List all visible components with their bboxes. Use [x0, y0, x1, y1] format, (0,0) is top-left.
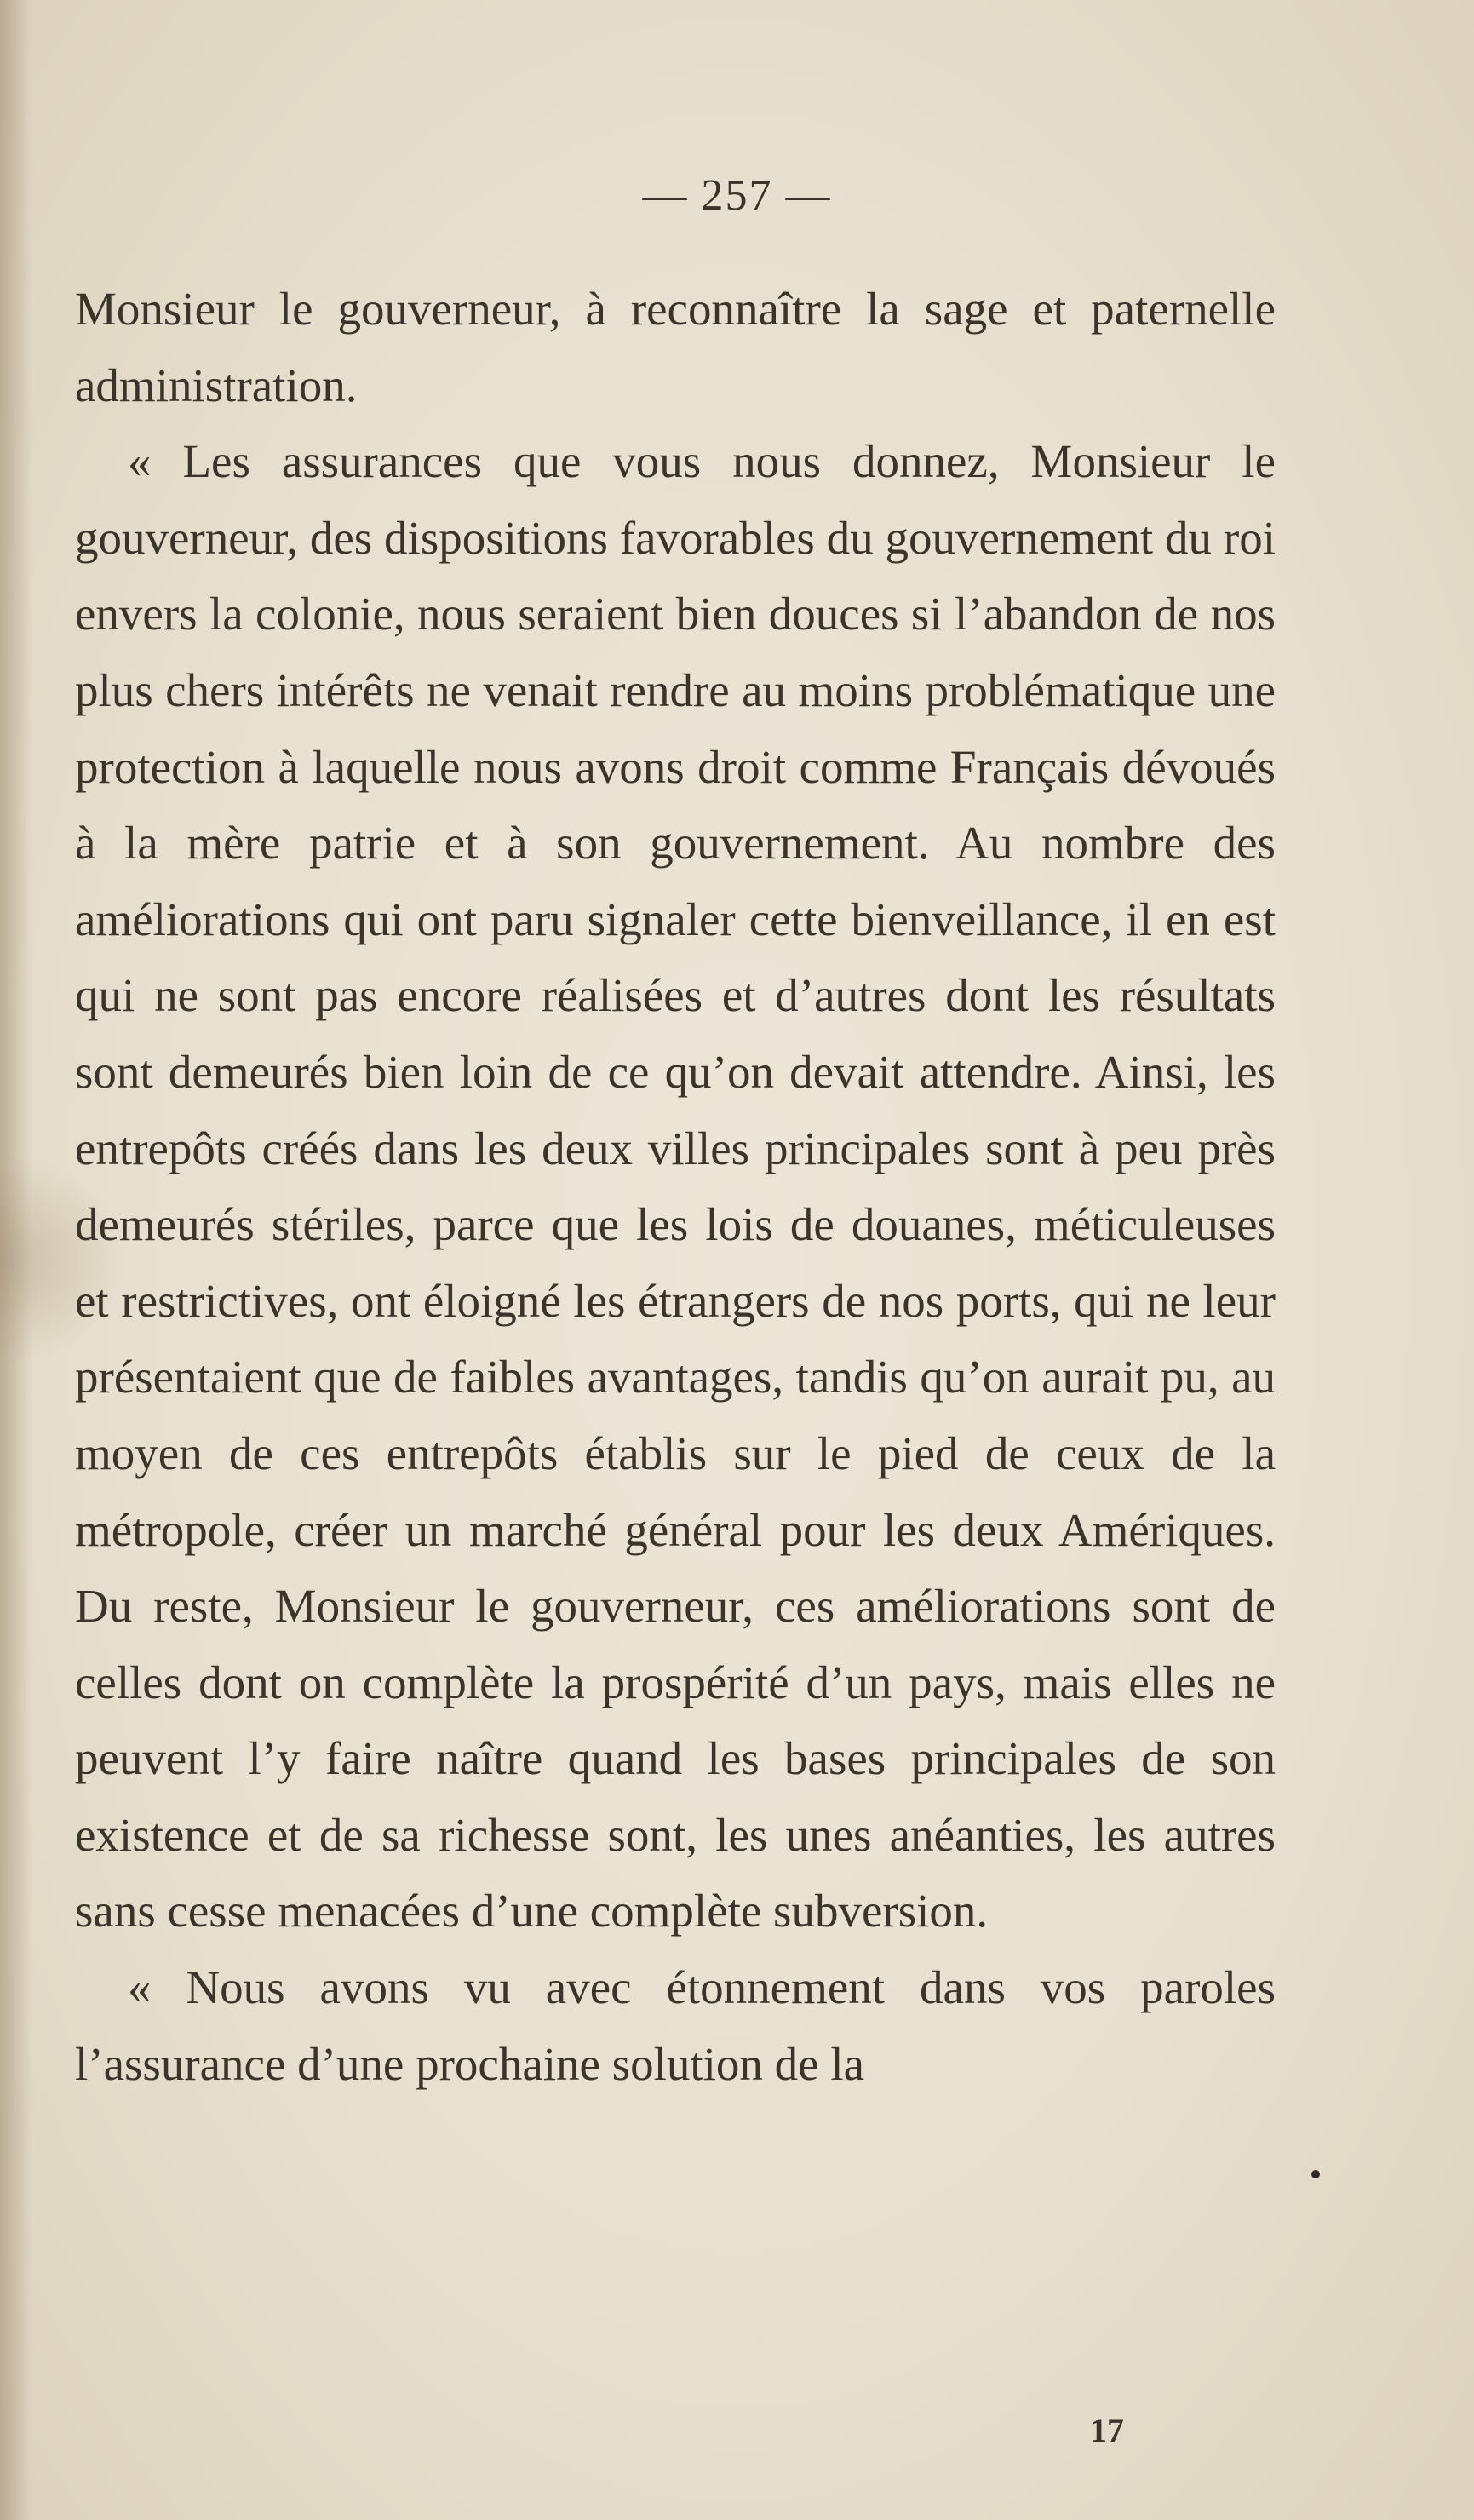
- body-text: [75, 271, 1276, 2102]
- page-gutter-shadow: [0, 0, 32, 2520]
- paragraph-etonnement: « Nous avons vu avec étonnement dans vos paroles l’assurance d’une prochaine solution de la: [75, 1961, 1276, 2090]
- paragraph-continuation: Monsieur le gouverneur, à reconnaître la sage et paternelle administration.: [75, 283, 1276, 411]
- ink-spot: [1311, 2170, 1320, 2178]
- paragraph-assurances: « Les assurances que vous nous donnez, Monsieur le gouverneur, des dispositions favorables du gouvernement du roi envers la colonie, nous seraient bien douces si l’abandon de nos plus chers intérêts ne venait rendre au moins problématique une protection à laquelle nous avons droit comme Français dévoués à la mère patrie et à son gouvernement. Au nombre des améliorations qui ont paru signaler cette bienveillance, il en est qui ne sont pas encore réalisées et d’autres dont les résultats sont demeurés bien loin de ce qu’on devait attendre. Ainsi, les entrepôts créés dans les deux villes principales sont à peu près demeurés stériles, parce que les lois de douanes, méticuleuses et restrictives, ont éloigné les étrangers de nos ports, qui ne leur présentaient que de faibles avantages, tandis qu’on aurait pu, au moyen de ces entrepôts établis sur le pied de ceux de la métropole, créer un marché général pour les deux Amériques. Du reste, Monsieur le gouverneur, ces améliorations sont de celles dont on complète la prospérité d’un pays, mais elles ne peuvent l’y faire naître quand les bases principales de son existence et de sa richesse sont, les unes anéanties, les autres sans cesse menacées d’une complète subversion.: [75, 435, 1276, 1937]
- page-number-header: — 257 —: [642, 171, 832, 220]
- signature-mark: 17: [1090, 2411, 1124, 2449]
